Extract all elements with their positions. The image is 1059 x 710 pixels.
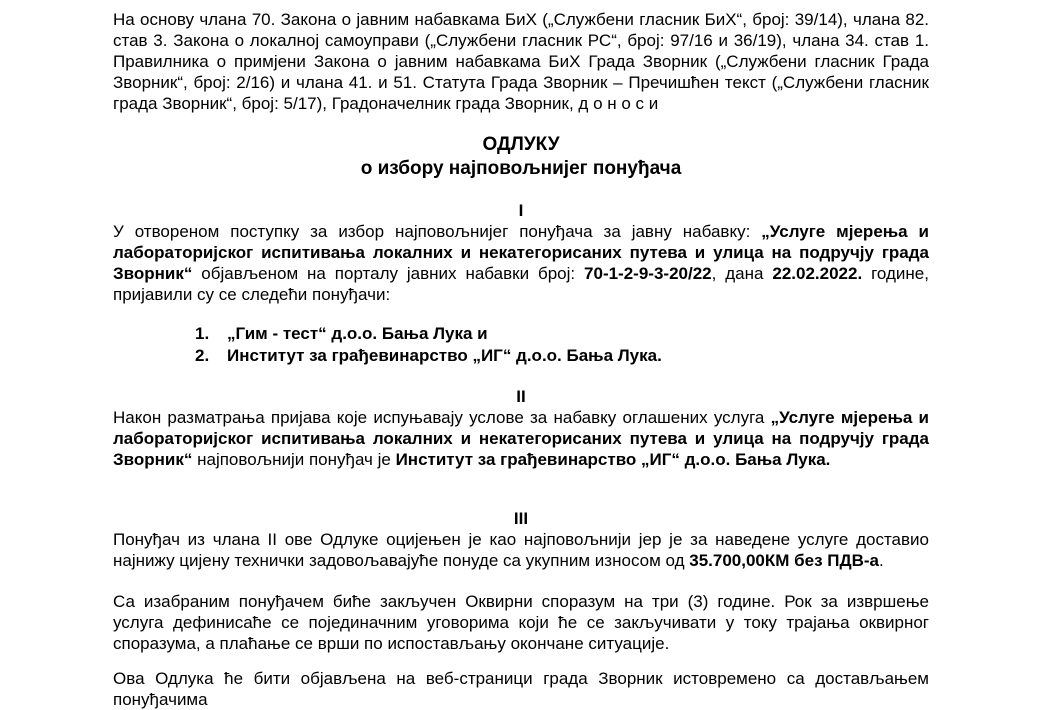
section-2 — [113, 386, 929, 470]
intro-paragraph: На основу члана 70. Закона о јавним набавкама БиХ („Службени гласник БиХ“, број: 39/14), члана 82. став 3. Закона о локалној самоуправи („Службени гласник РС“, број: 97/16 и 36/19), члана 34. став 1. Правилника о примјени Закона о јавним набавкама БиХ Града Зворник („Службени гласник Града Зворник“, број: 2/16) и члана 41. и 51. Статута Града Зворник – Пречишћен текст („Службени гласник града Зворник“, број: 5/17), Градоначелник града Зворник, д о н о с и — [113, 10, 929, 113]
paragraph-4: Са изабраним понуђачем биће закључен Оквирни споразум на три (3) године. Рок за извршење услуга дефинисаће се појединачним уговорима који ће се закључивати у току трајања оквирног споразума, а плаћање се врши по испостављању окончане ситуације. — [113, 592, 929, 653]
section-3-text: Понуђач из члана II ове Одлуке оцијењен је као најповољнији јер је за наведене услуге доставио најнижу цијену технички задовољавајуће понуде са укупним износом од 35.700,00КМ без ПДВ-а. — [113, 530, 929, 570]
list-item: 1. „Гим - тест“ д.о.о. Бања Лука и — [195, 324, 488, 343]
bidders-list — [195, 323, 662, 367]
section-1 — [113, 200, 929, 305]
section-3-number: III — [513, 509, 529, 528]
cut-off-line: Ова Одлука ће бити објављена на веб-страници града Зворник истовремено са достављањем понуђачима — [113, 669, 929, 709]
decision-title: ОДЛУКУ — [482, 134, 560, 155]
section-1-number: I — [518, 201, 524, 220]
section-2-text: Након разматрања пријава које испуњавају услове за набавку оглашених услуга „Услуге мјерења и лабораторијског испитивања локалних и некатегорисаних путева и улица на подручју града Зворник“ најповољнији понуђач је Институт за грађевинарство „ИГ“ д.о.о. Бања Лука. — [113, 408, 929, 469]
list-item: 2. Институт за грађевинарство „ИГ“ д.о.о. Бања Лука. — [195, 346, 662, 365]
section-1-text: У отвореном поступку за избор најповољнијег понуђача за јавну набавку: „Услуге мјерења и лабораторијског испитивања локалних и некатегорисаних путева и улица на подручју града Зворник“ објављеном на порталу јавних набавки број: 70-1-2-9-3-20/22, дана 22.02.2022. године, пријавили су се следећи понуђачи: — [113, 222, 930, 304]
section-3 — [113, 508, 929, 571]
section-2-number: II — [516, 387, 526, 406]
decision-title-block — [113, 133, 929, 181]
decision-subtitle: о избору најповољнијег понуђача — [360, 158, 682, 179]
